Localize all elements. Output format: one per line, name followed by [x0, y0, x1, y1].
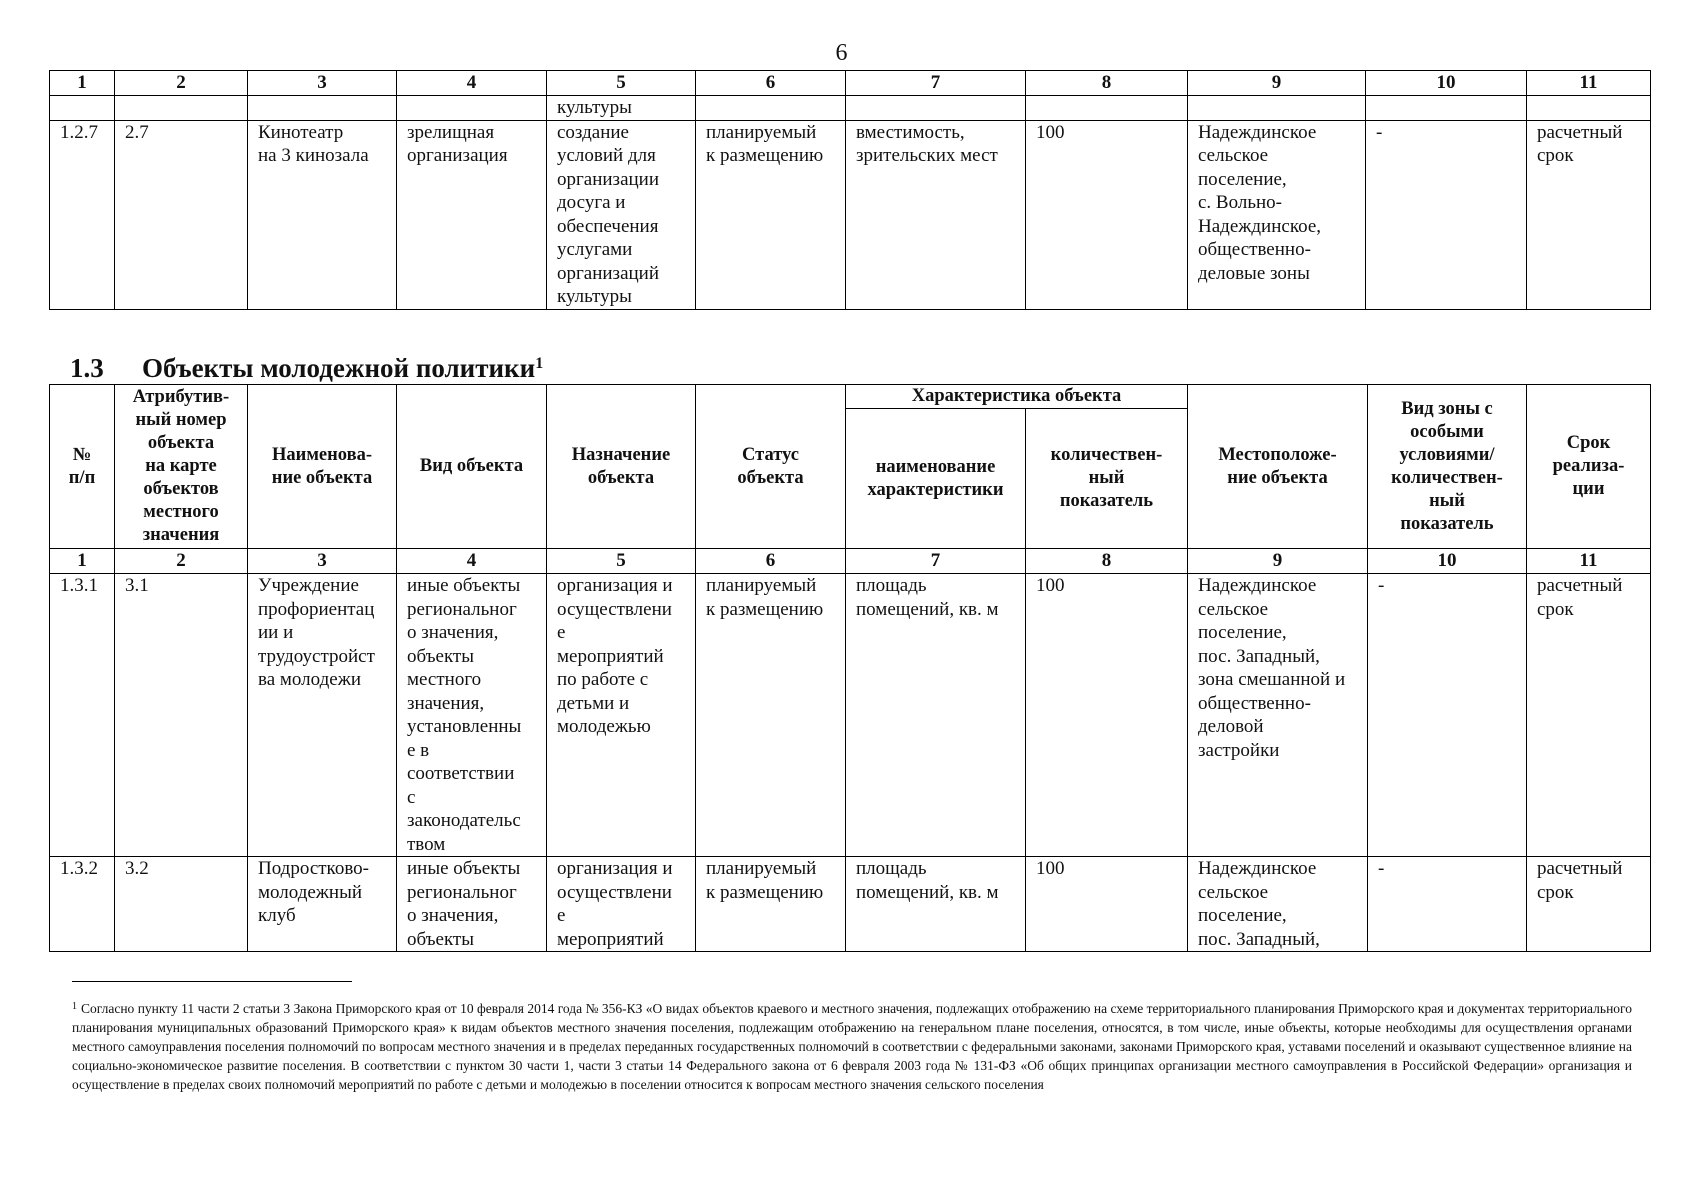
table-cell: 100: [1026, 574, 1188, 857]
column-number: 6: [696, 71, 846, 96]
column-number: 3: [248, 71, 397, 96]
table-cell: -: [1368, 574, 1527, 857]
header-row: [50, 385, 1651, 409]
table-cell: площадь помещений, кв. м: [846, 574, 1026, 857]
table-cell: [1188, 96, 1366, 121]
column-number-row: [50, 71, 1651, 96]
table-row: [50, 120, 1651, 309]
table-cell: организация и осуществлени е мероприятий: [547, 857, 696, 952]
column-number: 1: [50, 549, 115, 574]
table-cell: зрелищная организация: [397, 120, 547, 309]
header-cell: Наименова- ние объекта: [248, 385, 397, 549]
column-number: 4: [397, 71, 547, 96]
header-group-cell: Характеристика объекта: [846, 385, 1188, 409]
table-cell: [1366, 96, 1527, 121]
table-cell: 3.2: [115, 857, 248, 952]
footnote-mark: 1: [72, 1001, 77, 1012]
column-number: 2: [115, 549, 248, 574]
column-number: 10: [1368, 549, 1527, 574]
column-number: 8: [1026, 71, 1188, 96]
table-cell: иные объекты региональног о значения, объекты местного значения, установленны е в соответствии с законодательс твом: [397, 574, 547, 857]
header-cell: Статус объекта: [696, 385, 846, 549]
table-cell: 1.3.2: [50, 857, 115, 952]
page-number: 6: [835, 40, 848, 66]
table-row: [50, 574, 1651, 857]
table-cell: [846, 96, 1026, 121]
table-cell: 2.7: [115, 120, 248, 309]
column-number: 10: [1366, 71, 1527, 96]
table-cell: иные объекты региональног о значения, объекты: [397, 857, 547, 952]
table-cell: планируемый к размещению: [696, 120, 846, 309]
table-cell: [1527, 96, 1651, 121]
column-number: 4: [397, 549, 547, 574]
column-number: 9: [1188, 549, 1368, 574]
footnote-reference: 1: [535, 355, 544, 372]
column-number: 6: [696, 549, 846, 574]
table-cell: 3.1: [115, 574, 248, 857]
footnote-divider: [72, 981, 352, 982]
table-cell: Учреждение профориентац ии и трудоустройст ва молодежи: [248, 574, 397, 857]
table-cell: расчетный срок: [1527, 120, 1651, 309]
header-cell: наименование характеристики: [846, 409, 1026, 549]
column-number: 11: [1527, 549, 1651, 574]
table-cell: расчетный срок: [1527, 857, 1651, 952]
table-cell: культуры: [547, 96, 696, 121]
table-cell: [1026, 96, 1188, 121]
table-cell: расчетный срок: [1527, 574, 1651, 857]
table-cell: 100: [1026, 857, 1188, 952]
table-cell: Надеждинское сельское поселение, пос. Западный,: [1188, 857, 1368, 952]
column-number: 2: [115, 71, 248, 96]
continuation-row: [50, 96, 1651, 121]
table-cell: вместимость, зрительских мест: [846, 120, 1026, 309]
continued-table: [49, 70, 1651, 310]
header-cell: Местоположе- ние объекта: [1188, 385, 1368, 549]
table-cell: Подростково- молодежный клуб: [248, 857, 397, 952]
footnote-text: Согласно пункту 11 части 2 статьи 3 Закона Приморского края от 10 февраля 2014 года № 356-КЗ «О видах объектов краевого и местного значения, подлежащих отображению на схеме территориального планирования Приморского края и документах территориального планирования муниципальных образований Приморского края» к видам объектов местного значения поселения, подлежащим отображению на генеральном плане поселения, относятся, в том числе, иные объекты, которые необходимы для осуществления органами местного самоуправления поселения полномочий по вопросам местного значения и в пределах переданных государственных полномочий в соответствии с федеральными законами, законами Приморского края, уставами поселений и оказывают существенное влияние на социально-экономическое развитие поселения. В соответствии с пунктом 30 части 1, части 3 статьи 14 Федерального закона от 6 февраля 2003 года № 131-ФЗ «Об общих принципах организации местного самоуправления в Российской Федерации» организация и осуществление в пределах своих полномочий мероприятий по работе с детьми и молодежью в поселении относится к вопросам местного значения сельского поселения: [72, 1001, 1632, 1092]
header-cell: № п/п: [50, 385, 115, 549]
column-number: 9: [1188, 71, 1366, 96]
table-cell: [115, 96, 248, 121]
column-number: 5: [547, 549, 696, 574]
table-cell: 100: [1026, 120, 1188, 309]
table-cell: 1.3.1: [50, 574, 115, 857]
column-number: 1: [50, 71, 115, 96]
header-cell: Вид объекта: [397, 385, 547, 549]
header-cell: Назначение объекта: [547, 385, 696, 549]
column-number: 5: [547, 71, 696, 96]
table-cell: [50, 96, 115, 121]
column-number: 11: [1527, 71, 1651, 96]
column-number-row: [50, 549, 1651, 574]
column-number: 3: [248, 549, 397, 574]
table-cell: [397, 96, 547, 121]
column-number: 7: [846, 549, 1026, 574]
table-cell: -: [1366, 120, 1527, 309]
section-heading: [70, 352, 543, 384]
footnote: [72, 999, 1632, 1094]
table-cell: Кинотеатр на 3 кинозала: [248, 120, 397, 309]
table-row: [50, 857, 1651, 952]
table-cell: [696, 96, 846, 121]
table-cell: -: [1368, 857, 1527, 952]
header-cell: количествен- ный показатель: [1026, 409, 1188, 549]
header-cell: Атрибутив- ный номер объекта на карте объектов местного значения: [115, 385, 248, 549]
header-cell: Срок реализа- ции: [1527, 385, 1651, 549]
column-number: 7: [846, 71, 1026, 96]
table-cell: Надеждинское сельское поселение, с. Вольно- Надеждинское, общественно- деловые зоны: [1188, 120, 1366, 309]
table-cell: 1.2.7: [50, 120, 115, 309]
youth-policy-table: [49, 384, 1651, 952]
table-cell: создание условий для организации досуга и обеспечения услугами организаций культуры: [547, 120, 696, 309]
table-cell: планируемый к размещению: [696, 574, 846, 857]
section-number: 1.3: [70, 353, 104, 383]
header-cell: Вид зоны с особыми условиями/ количествен- ный показатель: [1368, 385, 1527, 549]
column-number: 8: [1026, 549, 1188, 574]
table-cell: [248, 96, 397, 121]
table-cell: Надеждинское сельское поселение, пос. Западный, зона смешанной и общественно- деловой застройки: [1188, 574, 1368, 857]
table-cell: площадь помещений, кв. м: [846, 857, 1026, 952]
table-cell: организация и осуществлени е мероприятий по работе с детьми и молодежью: [547, 574, 696, 857]
table-cell: планируемый к размещению: [696, 857, 846, 952]
section-title: Объекты молодежной политики: [142, 353, 536, 383]
